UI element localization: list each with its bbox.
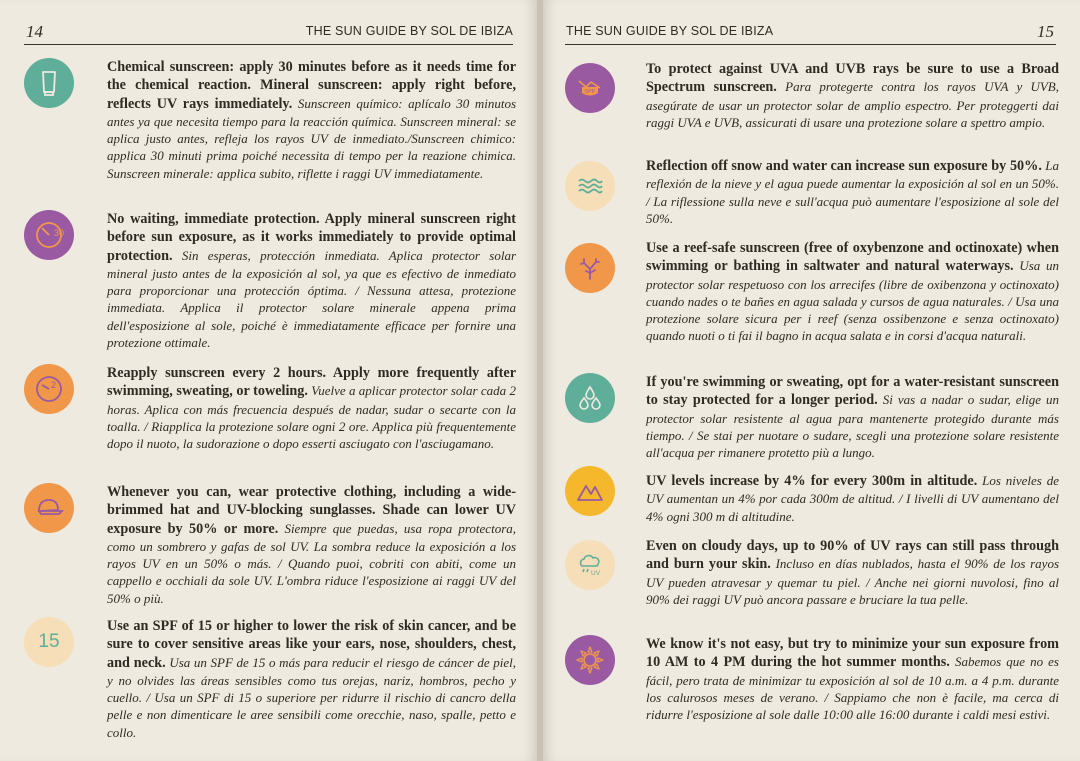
- header-rule: [24, 44, 513, 45]
- water-drops-icon: [565, 373, 615, 423]
- cloud-uv-icon: [565, 540, 615, 590]
- spf-15-label: 15: [38, 631, 60, 652]
- sunscreen-tube-icon: [24, 58, 74, 108]
- running-head: THE SUN GUIDE BY SOL DE IBIZA: [305, 24, 513, 38]
- page-number: 14: [26, 22, 43, 41]
- tip-text: Even on cloudy days, up to 90% of UV rays can still pass through and burn your skin. Incluso en días nublados, hasta el 90% de los rayos UV pueden atravesar y quemar tu piel. / Anche nei giorni nuvolosi, fino al 90% dei raggi UV può ancora passare e bruciare la tua pelle.: [646, 538, 1059, 607]
- clock-label: 2: [51, 380, 57, 390]
- spf-shield-icon: [565, 63, 615, 113]
- spf-15-icon: [24, 617, 74, 667]
- tip-text: If you're swimming or sweating, opt for a water-resistant sunscreen to stay protected for a longer period. Si vas a nadar o sudar, elige un protector solar resistente al agua para mantenerte protegido durante más tiempo. / Se stai per nuotare o sudare, scegli una protezione solare resistente all'acqua per rimanere protetto più a lungo.: [646, 374, 1059, 461]
- right-page: [543, 0, 1080, 761]
- header-rule: [565, 44, 1056, 45]
- timer-label: 30: [54, 228, 65, 238]
- tip-text: Chemical sunscreen: apply 30 minutes before as it needs time for the chemical reaction. Mineral sunscreen: apply right before, reflects UV rays immediately. Sunscreen químico: aplícalo 30 minutos antes ya que necesita tiempo para la reacción química. Sunscreen mineral: se aplica justo antes, refleja los rayos UV de inmediato./Sunscreen chimico: applica 30 minuti prima poiché necessita di tempo per la reazione chimica. Sunscreen minerale: applica subito, riflette i raggi UV immediatamente.: [107, 59, 517, 181]
- clock-2-hours-icon: [24, 364, 74, 414]
- running-head: THE SUN GUIDE BY SOL DE IBIZA: [566, 24, 774, 38]
- tip-text: Use an SPF of 15 or higher to lower the risk of skin cancer, and be sure to cover sensitive areas like your ears, nose, shoulders, chest, and neck. Usa un SPF de 15 o más para reducir el riesgo de cáncer de piel, y no olvides las áreas sensibles como tus orejas, nariz, hombros, pecho y cuello. / Usa un SPF di 15 o superiore per ridurre il rischio di cancro della pelle e non dimenticare le aree sensibili come orecchie, naso, spalle, petto e collo.: [107, 618, 516, 740]
- coral-icon: [565, 243, 615, 293]
- spf-label: SPF: [584, 89, 596, 95]
- tip-text: We know it's not easy, but try to minimize your sun exposure from 10 AM to 4 PM during the hot summer months. Sabemos que no es fácil, pero trata de minimizar tu exposición al sol de 10 a.m. a 4 p.m. durante los calurosos meses de verano. / Sappiamo che non è facile, ma cerca di ridurre l'esposizione al sole dalle 10:00 alle 16:00 durante i caldi mesi estivi.: [646, 636, 1059, 723]
- timer-30-icon: [24, 210, 74, 260]
- tip-text: Reapply sunscreen every 2 hours. Apply more frequently after swimming, sweating, or toweling. Vuelve a aplicar protector solar cada 2 horas. Aplica con más frecuencia después de nadar, sudar o secarte con la toalla. / Riapplica la protezione solare ogni 2 ore. Applica più frequentemente dopo il nuoto, la sudorazione o dopo esserti asciugato con l'asciugamano.: [107, 365, 516, 452]
- page-number: 15: [1037, 22, 1054, 41]
- tip-text: Use a reef-safe sunscreen (free of oxybenzone and octinoxate) when swimming or bathing in saltwater and natural waterways. Usa un protector solar respetuoso con los arrecifes (libre de oxibenzona y octinoxato) cuando nades o te bañes en agua salada y cursos de agua naturales. / Usa una protezione solare sicura per i reef (senza ossibenzone e senza octinoxato) quando nuoti o ti fai il bagno in acqua salata e in corsi d'acqua naturali.: [646, 240, 1060, 344]
- tip-text: Reflection off snow and water can increase sun exposure by 50%. La reflexión de la nieve y el agua puede aumentar la exposición al sol en un 50%. / La riflessione sulla neve e sull'acqua può aumentare l'esposizione al sole del 50%.: [646, 158, 1059, 226]
- sun-icon: [565, 635, 615, 685]
- tip-text: No waiting, immediate protection. Apply mineral sunscreen right before sun exposure, as it works immediately to provide optimal protection. Sin esperas, protección inmediata. Aplica protector solar mineral justo antes de la exposición al sol, ya que es efectivo de inmediato para proporcionar una protección óptima. / Nessuna attesa, protezione immediata. Applica il protector solare minerale appena prima dell'esposizione al sole, poiché è immediatamente efficace per fornire una protezione ottimale.: [107, 211, 516, 351]
- mountains-icon: [565, 466, 615, 516]
- cap-icon: [24, 483, 74, 533]
- tip-text: To protect against UVA and UVB rays be sure to use a Broad Spectrum sunscreen. Para protegerte contra los rayos UVA y UVB, asegúrate de usar un protector solar de amplio espectro. Per proteggerti dai raggi UVA e UVB, assicurati di usare una protezione solare a spettro ampio.: [646, 61, 1059, 130]
- left-page: [0, 0, 537, 761]
- tip-text: UV levels increase by 4% for every 300m in altitude. Los niveles de UV aumentan un 4% por cada 300m de altitud. / I livelli di UV aumentano del 4% ogni 300 m di altitudine.: [646, 473, 1059, 524]
- water-waves-icon: [565, 161, 615, 211]
- uv-label: UV: [591, 570, 601, 577]
- tip-text: Whenever you can, wear protective clothing, including a wide-brimmed hat and UV-blocking sunglasses. Shade can lower UV exposure by 50% or more. Siempre que puedas, usa ropa protectora, como un sombrero y gafas de sol UV. La sombra reduce la exposición a los rayos UV en un 50% o más. / Quando puoi, cobriti con abiti, come un cappello e occhiali da sole UV. L'ombra riduce l'esposizione ai raggi UV del 50% o più.: [107, 484, 517, 606]
